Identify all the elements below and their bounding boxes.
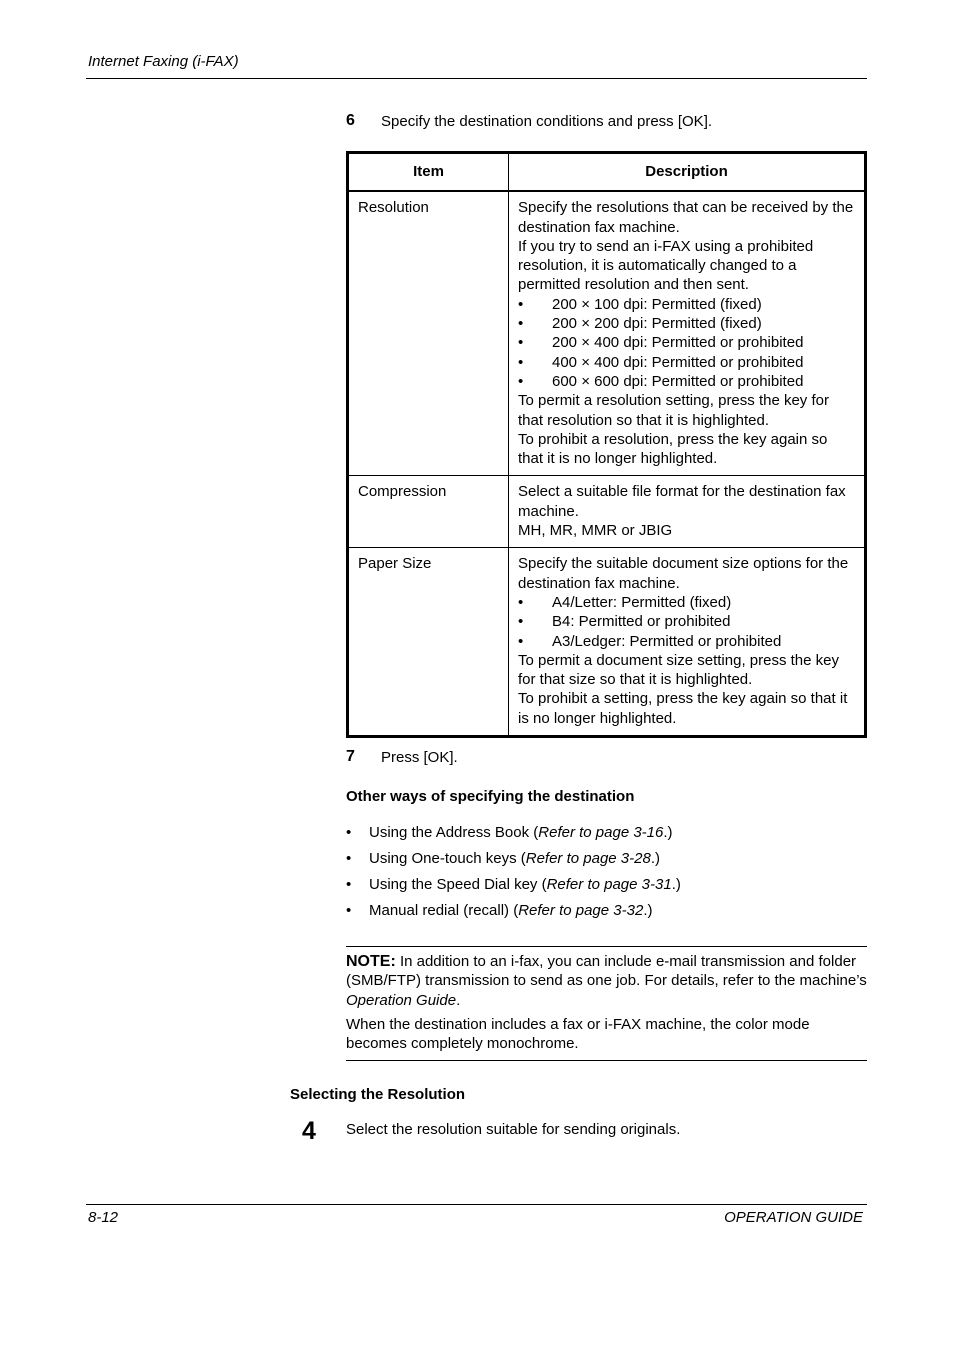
running-header: Internet Faxing (i-FAX): [88, 53, 239, 70]
header-rule: [86, 78, 867, 79]
bullet-item: • A4/Letter: Permitted (fixed): [518, 593, 732, 611]
guide-title: OPERATION GUIDE: [724, 1209, 863, 1226]
page-reference: Refer to page 3-32: [518, 902, 644, 919]
step-6-number: 6: [346, 112, 355, 129]
description-line: To permit a document size setting, press the key for that size so that it is highlighted.: [518, 651, 839, 689]
description-line: To prohibit a setting, press the key again so that it is no longer highlighted.: [518, 690, 848, 727]
table-row: [348, 191, 866, 476]
list-item: • Using One-touch keys (Refer to page 3-28.): [346, 850, 867, 876]
section-step-number: 4: [302, 1117, 316, 1145]
bullet-item: • 400 × 400 dpi: Permitted or prohibited: [518, 353, 804, 371]
description-line: Specify the resolutions that can be received by the destination fax machine.: [518, 199, 854, 236]
other-ways-list: [346, 824, 867, 928]
table-row: [348, 476, 866, 548]
list-item: • Using the Address Book (Refer to page 3-16.): [346, 824, 867, 850]
page-number: 8-12: [88, 1209, 119, 1226]
bullet-item: • B4: Permitted or prohibited: [518, 613, 731, 631]
note-paragraph: When the destination includes a fax or i-FAX machine, the color mode becomes completely monochrome.: [346, 1015, 810, 1053]
note-label: NOTE:: [346, 953, 396, 970]
operation-guide-reference: Operation Guide: [346, 991, 457, 1009]
selecting-resolution-heading: Selecting the Resolution: [290, 1086, 466, 1103]
note-box: [346, 946, 867, 1061]
selecting-resolution-text: Select the resolution suitable for sending originals.: [346, 1121, 681, 1138]
list-item: • Manual redial (recall) (Refer to page 3-32.): [346, 902, 867, 928]
table-header-row: [348, 153, 866, 192]
step-6-text: Specify the destination conditions and press [OK].: [381, 113, 713, 130]
description-line: To permit a resolution setting, press the key for that resolution so that it is highlighted.: [518, 392, 829, 429]
description-line: Specify the suitable document size options for the destination fax machine.: [518, 555, 849, 592]
step-7-text: Press [OK].: [381, 749, 458, 766]
step-7-number: 7: [346, 748, 355, 765]
note-paragraph: NOTE: In addition to an i-fax, you can include e-mail transmission and folder (SMB/FTP) transmission to send as one job. For details, refer to the machine’s Operation Guide.: [346, 953, 867, 1009]
row-description: [509, 476, 866, 548]
row-item: Resolution: [348, 191, 509, 476]
destination-conditions-table: [346, 151, 867, 738]
row-description: [509, 191, 866, 476]
row-description: [509, 548, 866, 737]
bullet-item: • 600 × 600 dpi: Permitted or prohibited: [518, 372, 804, 390]
table-row: [348, 548, 866, 737]
bullet-item: • 200 × 100 dpi: Permitted (fixed): [518, 295, 762, 313]
bullet-item: • 200 × 400 dpi: Permitted or prohibited: [518, 334, 804, 352]
page-reference: Refer to page 3-31: [546, 876, 672, 893]
row-item: Compression: [348, 476, 509, 548]
description-line: MH, MR, MMR or JBIG: [518, 522, 673, 540]
header-description: Description: [509, 153, 866, 192]
description-line: To prohibit a resolution, press the key again so that it is no longer highlighted.: [518, 430, 828, 468]
bullet-item: • A3/Ledger: Permitted or prohibited: [518, 632, 782, 650]
bullet-item: • 200 × 200 dpi: Permitted (fixed): [518, 315, 762, 333]
description-line: Select a suitable file format for the destination fax machine.: [518, 483, 846, 520]
row-item: Paper Size: [348, 548, 509, 737]
footer-rule: [86, 1204, 867, 1205]
page-reference: Refer to page 3-28: [525, 850, 651, 867]
description-line: If you try to send an i-FAX using a prohibited resolution, it is automatically changed to a permitted resolution and then sent.: [518, 237, 814, 294]
page-reference: Refer to page 3-16: [538, 824, 664, 841]
other-ways-heading: Other ways of specifying the destination: [346, 788, 635, 805]
header-item: Item: [348, 153, 509, 192]
list-item: • Using the Speed Dial key (Refer to page 3-31.): [346, 876, 867, 902]
